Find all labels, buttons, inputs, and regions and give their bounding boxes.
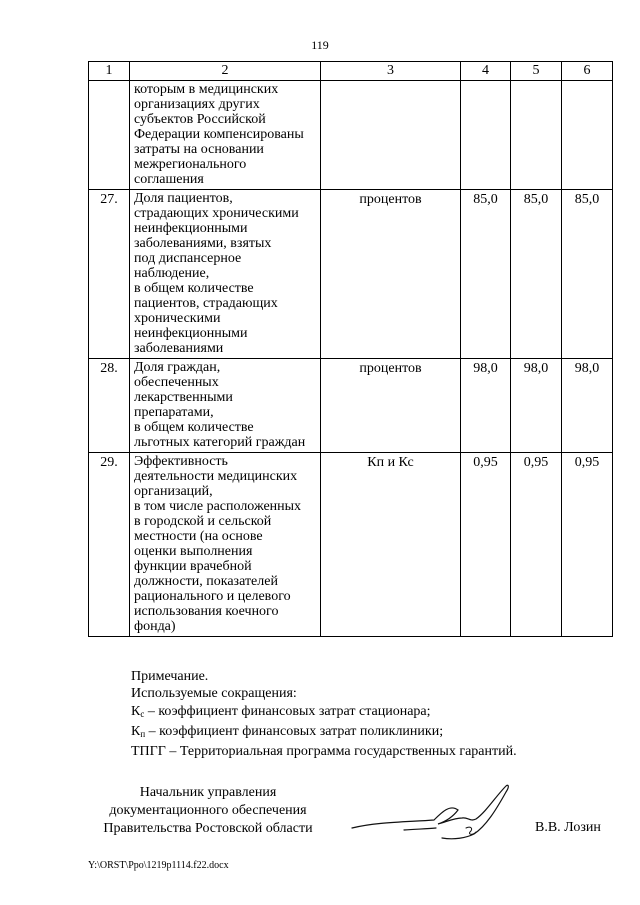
indicator-name-line: в общем количестве: [134, 281, 254, 296]
signatory-position: [88, 784, 328, 837]
abbreviation-tpgg: ТПГГ – Территориальная программа государственных гарантий.: [131, 744, 517, 760]
abbreviation-kc: $К_с$ – коэффициент финансовых затрат стационара;: [131, 703, 431, 719]
indicator-name-line: организациях других: [134, 97, 260, 112]
indicator-name-line: Эффективность: [134, 454, 228, 469]
row-number: 29.: [89, 453, 130, 637]
unit-cell: процентов: [321, 359, 461, 453]
indicator-name-line: фонда): [134, 619, 176, 634]
handwritten-signature: [346, 782, 526, 846]
indicator-name-line: хроническими: [134, 311, 221, 326]
indicator-name-line: деятельности медицинских: [134, 469, 298, 484]
row-number: [89, 81, 130, 190]
indicator-name-line: страдающих хроническими: [134, 206, 299, 221]
value-year-3: [562, 81, 613, 190]
indicator-name: [130, 81, 321, 190]
note-block: [131, 668, 517, 760]
indicator-name-line: пациентов, страдающих: [134, 296, 278, 311]
table-row: [89, 359, 613, 453]
indicator-name-line: льготных категорий граждан: [134, 435, 306, 450]
indicator-name-line: препаратами,: [134, 405, 214, 420]
indicator-name-line: неинфекционными: [134, 326, 248, 341]
indicator-name-line: затраты на основании: [134, 142, 264, 157]
page-number: 119: [311, 38, 329, 52]
indicator-name-line: наблюдение,: [134, 266, 210, 281]
indicator-name-line: лекарственными: [134, 390, 233, 405]
value-year-2: 0,95: [511, 453, 562, 637]
header-cell-1: 1: [89, 62, 130, 81]
indicator-name-line: субъектов Российской: [134, 112, 266, 127]
indicator-name-line: соглашения: [134, 172, 204, 187]
table-row: [89, 81, 613, 190]
unit-cell: процентов: [321, 190, 461, 359]
value-year-3: 0,95: [562, 453, 613, 637]
indicator-name-line: организаций,: [134, 484, 213, 499]
abbreviations-heading: Используемые сокращения:: [131, 686, 297, 702]
position-line-2: документационного обеспечения: [109, 802, 307, 818]
value-year-1: 85,0: [461, 190, 511, 359]
value-year-1: 0,95: [461, 453, 511, 637]
unit-cell: [321, 81, 461, 190]
indicator-name-line: неинфекционными: [134, 221, 248, 236]
unit-cell: Кп и Кс: [321, 453, 461, 637]
header-cell-4: 4: [461, 62, 511, 81]
note-title: Примечание.: [131, 669, 209, 684]
indicators-table: [88, 61, 613, 637]
header-cell-2: 2: [130, 62, 321, 81]
header-cell-6: 6: [562, 62, 613, 81]
value-year-2: [511, 81, 562, 190]
position-line-3: Правительства Ростовской области: [103, 820, 313, 836]
indicator-name-line: обеспеченных: [134, 375, 219, 390]
indicator-name-line: заболеваниями, взятых: [134, 236, 272, 251]
indicator-name-line: оценки выполнения: [134, 544, 253, 559]
value-year-1: 98,0: [461, 359, 511, 453]
indicator-name-line: межрегионального: [134, 157, 247, 172]
indicator-name-line: местности (на основе: [134, 529, 263, 544]
indicator-name-line: Доля пациентов,: [134, 191, 233, 206]
indicator-name-line: Федерации компенсированы: [134, 127, 304, 142]
value-year-3: 98,0: [562, 359, 613, 453]
indicator-name-line: рационального и целевого: [134, 589, 291, 604]
indicator-name-line: заболеваниями: [134, 341, 224, 356]
indicator-name-line: в городской и сельской: [134, 514, 272, 529]
indicator-name: [130, 359, 321, 453]
table-row: [89, 190, 613, 359]
table-row: [89, 453, 613, 637]
indicator-name-line: в общем количестве: [134, 420, 254, 435]
row-number: 28.: [89, 359, 130, 453]
indicator-name-line: функции врачебной: [134, 559, 252, 574]
indicator-name-line: в том числе расположенных: [134, 499, 302, 514]
value-year-3: 85,0: [562, 190, 613, 359]
signer-name: В.В. Лозин: [535, 820, 601, 835]
indicator-name-line: под диспансерное: [134, 251, 242, 266]
indicator-name: [130, 190, 321, 359]
row-number: 27.: [89, 190, 130, 359]
table-header-row: [89, 62, 613, 81]
header-cell-3: 3: [321, 62, 461, 81]
value-year-2: 98,0: [511, 359, 562, 453]
indicator-name-line: которым в медицинских: [134, 82, 279, 97]
value-year-1: [461, 81, 511, 190]
value-year-2: 85,0: [511, 190, 562, 359]
indicator-name-line: должности, показателей: [134, 574, 278, 589]
footer-file-path: Y:\ORST\Ppo\1219p1114.f22.docx: [88, 860, 229, 871]
position-line-1: Начальник управления: [139, 785, 277, 800]
indicator-name: [130, 453, 321, 637]
indicator-name-line: использования коечного: [134, 604, 279, 619]
header-cell-5: 5: [511, 62, 562, 81]
indicator-name-line: Доля граждан,: [134, 360, 221, 375]
abbreviation-kp: $К_п$ – коэффициент финансовых затрат поликлиники;: [131, 723, 444, 739]
